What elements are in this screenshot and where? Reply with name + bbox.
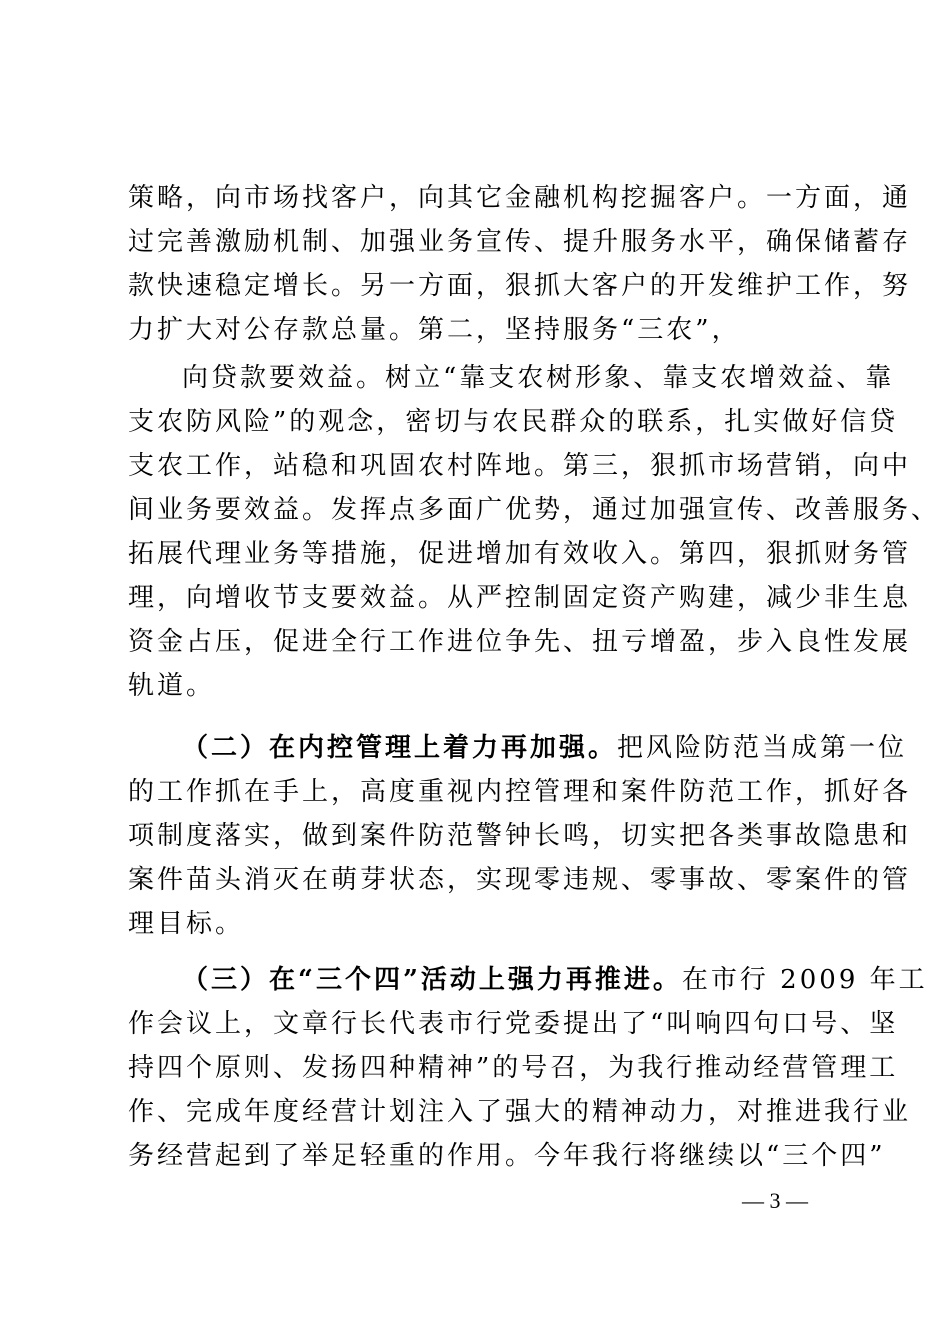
paragraph-internal-control	[128, 726, 912, 946]
text-line: 过完善激励机制、加强业务宣传、提升服务水平，确保储蓄存	[128, 227, 912, 257]
text-fragment: 在市行 2009 年工	[681, 965, 928, 995]
section-heading: （二）在内控管理上着力再加强。	[182, 733, 618, 763]
text-line: 轨道。	[128, 671, 216, 701]
paragraph-continuation	[128, 176, 912, 352]
text-line: 理，向增收节支要效益。从严控制固定资产购建，减少非生息	[128, 583, 912, 613]
paragraph-loans	[128, 356, 941, 708]
text-line: 项制度落实，做到案件防范警钟长鸣，切实把各类事故隐患和	[128, 821, 912, 851]
paragraph-three-fours	[128, 958, 928, 1178]
text-line: 力扩大对公存款总量。第二，坚持服务“三农”，	[128, 315, 741, 345]
text-line: 的工作抓在手上，高度重视内控管理和案件防范工作，抓好各	[128, 777, 912, 807]
text-line: 作会议上，文章行长代表市行党委提出了“叫响四句口号、坚	[128, 1009, 899, 1039]
text-line: 资金占压，促进全行工作进位争先、扭亏增盈，步入良性发展	[128, 627, 912, 657]
text-line: 支农防风险”的观念，密切与农民群众的联系，扎实做好信贷	[128, 407, 899, 437]
text-line	[128, 958, 928, 1002]
text-line: 作、完成年度经营计划注入了强大的精神动力，对推进我行业	[128, 1097, 912, 1127]
text-line: 拓展代理业务等措施，促进增加有效收入。第四，狠抓财务管	[128, 539, 912, 569]
page-number: — 3 —	[742, 1188, 808, 1213]
text-line: 理目标。	[128, 909, 245, 939]
text-line: 案件苗头消灭在萌芽状态，实现零违规、零事故、零案件的管	[128, 865, 912, 895]
section-heading: （三）在“三个四”活动上强力再推进。	[182, 965, 682, 995]
text-line: 务经营起到了举足轻重的作用。今年我行将继续以“三个四”	[128, 1141, 886, 1171]
text-line	[128, 726, 908, 770]
text-line: 支农工作，站稳和巩固农村阵地。第三，狠抓市场营销，向中	[128, 451, 912, 481]
text-fragment: 把风险防范当成第一位	[617, 733, 908, 763]
text-line: 策略，向市场找客户，向其它金融机构挖掘客户。一方面，通	[128, 183, 912, 213]
text-line: 向贷款要效益。树立“靠支农树形象、靠支农增效益、靠	[182, 363, 895, 393]
text-line: 持四个原则、发扬四种精神”的号召，为我行推动经营管理工	[128, 1053, 899, 1083]
text-line: 间业务要效益。发挥点多面广优势，通过加强宣传、改善服务、	[128, 495, 941, 525]
text-line: 款快速稳定增长。另一方面，狠抓大客户的开发维护工作，努	[128, 271, 912, 301]
